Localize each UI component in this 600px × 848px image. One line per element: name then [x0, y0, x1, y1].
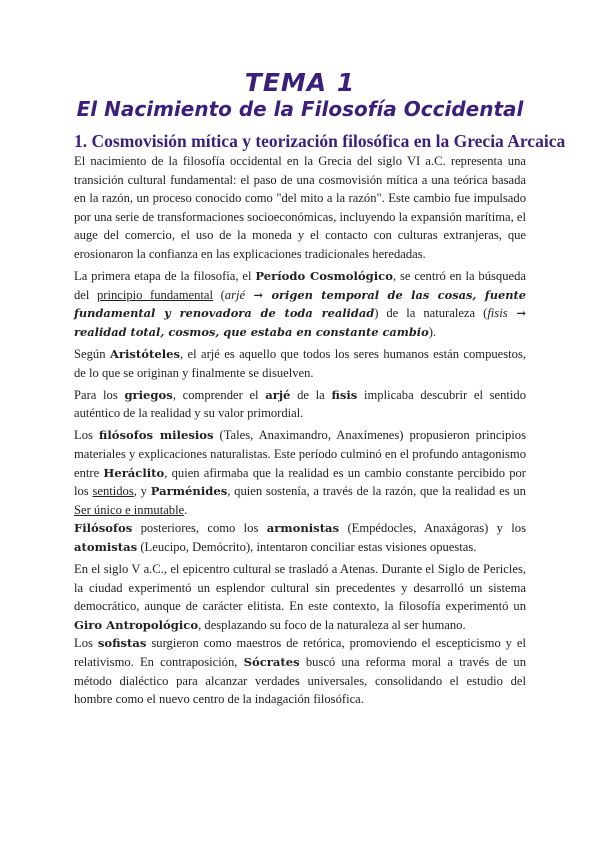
bold-term-fisis: fisis: [331, 387, 358, 402]
paragraph-milesios: [74, 426, 526, 519]
bold-term-griegos: griegos: [124, 387, 173, 402]
paragraph-sofistas: [74, 634, 526, 708]
text-run: buscó una reforma moral a través de un método dialéctico para alcanzar verdades universales, consolidando el estudio del hombre como el nuevo centro de la indagación filosófica.: [74, 654, 526, 707]
paragraph-introduction: [74, 152, 526, 264]
text-run: posteriores, como los: [132, 521, 267, 536]
bold-term-periodo-cosmologico: Período Cosmológico: [255, 269, 393, 284]
text-run: En el siglo V a.C., el epicentro cultural se trasladó a Atenas. Durante el Siglo de Pericles, la ciudad experimentó un esplendor cultural sin precedentes y desarrolló un sistema democrático, aunque de carácter elitista. En este contexto, la filosofía experimentó un: [74, 561, 526, 614]
paragraph-aristoteles: [74, 345, 526, 382]
bold-term-parmenides: Parménides: [150, 484, 228, 499]
bold-term-heraclito: Heráclito: [103, 465, 165, 480]
paragraph-griegos: [74, 386, 526, 423]
text-run: , quien afirmaba que la realidad es un cambio constante percibido por los: [74, 465, 526, 499]
bold-term-armonistas: armonistas: [266, 521, 340, 536]
paragraph-periodo-cosmologico: [74, 267, 526, 341]
bold-term-socrates: Sócrates: [243, 654, 300, 669]
definition-fisis: → realidad total, cosmos, que estaba en constante cambio: [74, 306, 526, 339]
bold-term-giro-antropologico: Giro Antropológico: [74, 617, 199, 632]
underlined-term-ser-unico: Ser único e inmutable: [74, 502, 185, 517]
italic-term-arje: arjé: [224, 287, 246, 302]
text-run: ).: [428, 324, 437, 339]
text-run: (Empédocles, Anaxágoras) y los: [339, 521, 526, 536]
text-run: (: [213, 287, 225, 302]
text-run: Los: [74, 636, 98, 651]
italic-term-fisis: fisis: [487, 306, 508, 321]
text-run: Para los: [74, 387, 125, 402]
underlined-term-sentidos: sentidos: [92, 484, 134, 499]
text-run: , comprender el: [172, 387, 266, 402]
text-run: Según: [74, 346, 110, 361]
text-run: , y: [133, 484, 151, 499]
paragraph-siglo-v: [74, 560, 526, 634]
text-run: surgieron como maestros de retórica, promoviendo el escepticismo y el relativismo. En contraposición,: [74, 636, 526, 669]
document-body: [74, 152, 526, 712]
text-run: implicaba descubrir el sentido auténtico de la realidad y su valor primordial.: [74, 387, 527, 421]
text-run: (Leucipo, Demócrito), intentaron conciliar estas visiones opuestas.: [137, 539, 477, 554]
definition-arje: → origen temporal de las cosas, fuente fundamental y renovadora de toda realidad: [74, 287, 527, 321]
bold-term-sofistas: sofistas: [97, 636, 147, 651]
paragraph-filosofos-posteriores: [74, 519, 526, 556]
bold-term-aristoteles: Aristóteles: [109, 346, 181, 361]
document-title: TEMA 1: [244, 68, 356, 97]
text-run: Los: [74, 428, 99, 443]
text-run: , quien sostenía, a través de la razón, que la realidad es un: [227, 484, 526, 499]
bold-term-milesios: filósofos milesios: [98, 428, 214, 443]
section-heading: 1. Cosmovisión mítica y teorización filosófica en la Grecia Arcaica: [74, 131, 566, 151]
text-run: .: [184, 502, 188, 517]
text-run: de la: [290, 387, 332, 402]
text-run: La primera etapa de la filosofía, el: [74, 269, 256, 284]
text-run: , el arjé es aquello que todos los seres humanos están compuestos, de lo que se originan y finalmente se disuelven.: [74, 346, 527, 380]
text-run: (Tales, Anaximandro, Anaxímenes) propusieron principios materiales y explicaciones naturalistas. Este período culminó en el profundo antagonismo entre: [74, 428, 526, 480]
text-run: ) de la naturaleza (: [374, 306, 488, 321]
text-run: , se centró en la búsqueda del: [74, 269, 526, 302]
bold-term-filosofos: Filósofos: [74, 521, 133, 536]
bold-term-arje: arjé: [265, 387, 291, 402]
bold-term-atomistas: atomistas: [74, 539, 138, 554]
paragraph-text: El nacimiento de la filosofía occidental en la Grecia del siglo VI a.C. representa una transición cultural fundamental: el paso de una cosmovisión mítica a una teórica basada en la razón, un proceso conocido como "del mito a la razón". Este cambio fue impulsado por una serie de transformaciones socioeconómicas, incluyendo la expansión marítima, el auge del comercio, el uso de la moneda y el contacto con culturas extranjeras, que erosionaron la confianza en las explicaciones tradicionales heredadas.: [74, 154, 526, 261]
underlined-term-principio: principio fundamental: [96, 287, 213, 302]
document-subtitle: El Nacimiento de la Filosofía Occidental: [76, 97, 524, 121]
text-run: , desplazando su foco de la naturaleza al ser humano.: [198, 617, 466, 632]
